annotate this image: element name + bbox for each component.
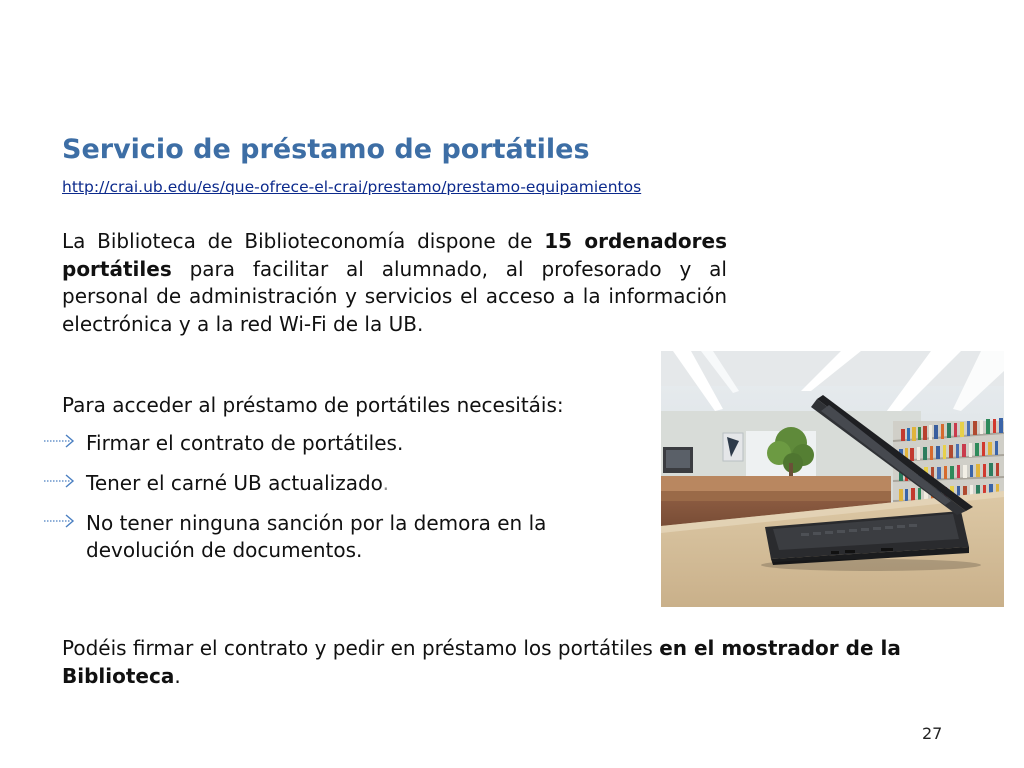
- intro-text-end: para facilitar al alumnado, al profesorado y al personal de administración y servicios el acceso a la información electrónica y a la red Wi-Fi de la UB.: [62, 256, 727, 336]
- requirement-text: Firmar el contrato de portátiles.: [86, 431, 404, 455]
- requirement-item: [42, 510, 632, 564]
- requirement-text: Tener el carné UB actualizado: [86, 471, 383, 495]
- dotted-arrow-icon: [42, 470, 82, 497]
- requirement-item: [42, 470, 632, 497]
- intro-paragraph: [62, 228, 727, 338]
- requirements-list: [42, 430, 632, 577]
- page-number: 27: [922, 724, 943, 743]
- requirement-text: No tener ninguna sanción por la demora en la devolución de documentos.: [86, 511, 547, 562]
- dotted-arrow-icon: [42, 510, 82, 537]
- laptop-photo: [661, 351, 1004, 607]
- requirement-suffix: .: [382, 471, 389, 495]
- reference-link[interactable]: http://crai.ub.edu/es/que-ofrece-el-crai/prestamo/prestamo-equipamientos: [62, 178, 642, 196]
- footer-text-start: Podéis firmar el contrato y pedir en préstamo los portátiles: [62, 636, 660, 660]
- requirements-heading: Para acceder al préstamo de portátiles necesitáis:: [62, 393, 564, 417]
- intro-text-start: La Biblioteca de Biblioteconomía dispone de: [62, 229, 545, 253]
- requirement-item: [42, 430, 632, 457]
- footer-highlight: en el mostrador de la Biblioteca: [62, 636, 901, 688]
- dotted-arrow-icon: [42, 430, 82, 457]
- footer-paragraph: [62, 634, 962, 690]
- footer-text-end: .: [174, 664, 181, 688]
- slide-title: Servicio de préstamo de portátiles: [62, 134, 590, 165]
- intro-highlight: 15 ordenadores portátiles: [62, 229, 727, 281]
